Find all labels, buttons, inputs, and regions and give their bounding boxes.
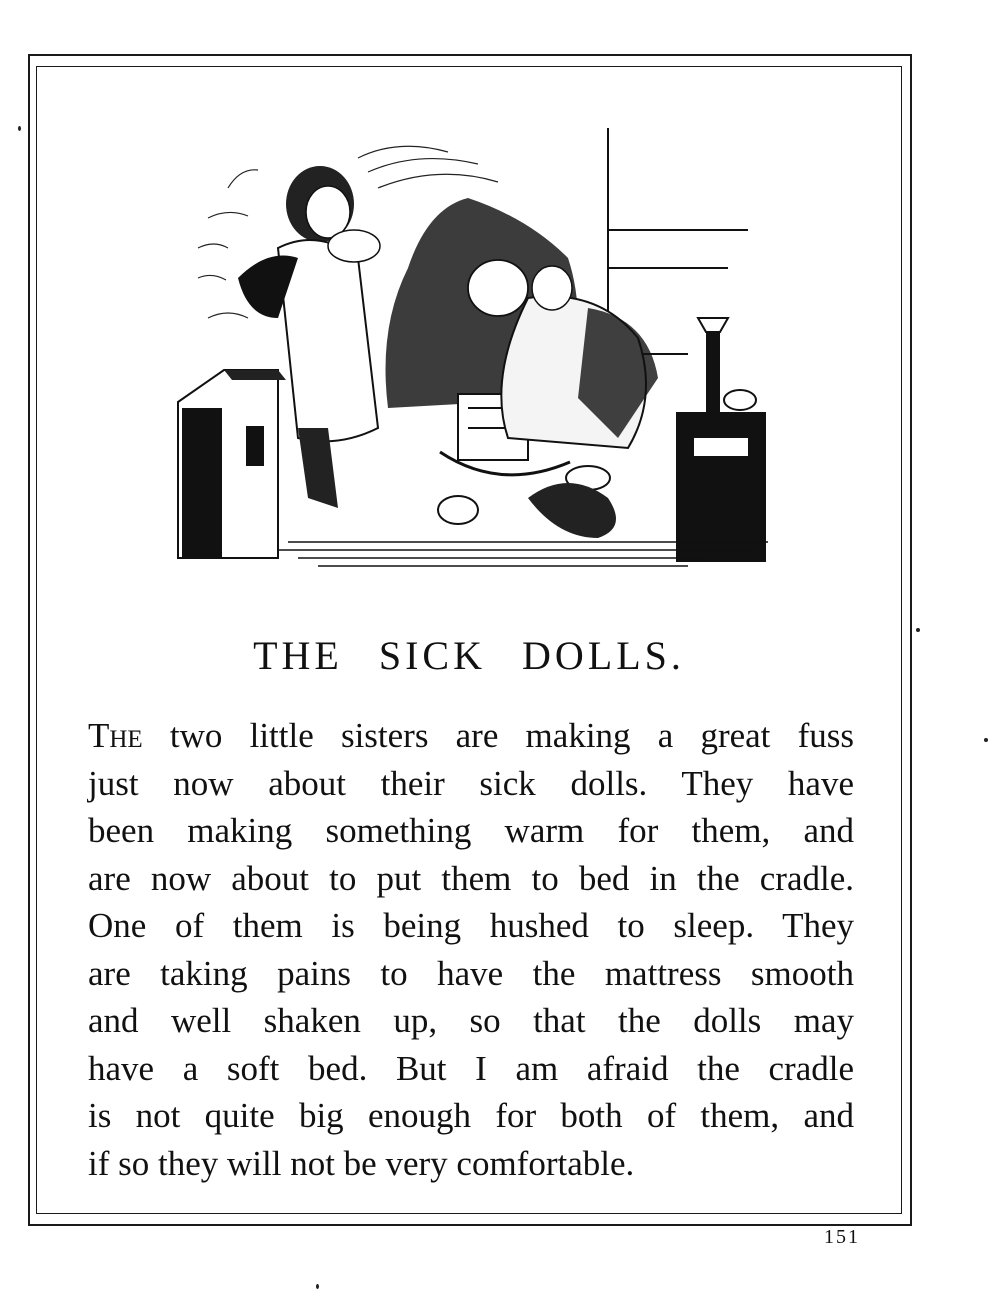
page-number: 151 (824, 1226, 860, 1248)
ink-speck (316, 1284, 319, 1289)
body-line: been making something warm for them, and (88, 811, 854, 850)
body-line: is not quite big enough for both of them, and (88, 1096, 854, 1135)
body-line (88, 712, 854, 760)
body-line: have a soft bed. But I am afraid the cradle (88, 1048, 854, 1088)
body-line: One of them is being hushed to sleep. They (88, 906, 854, 945)
ink-speck (18, 126, 21, 131)
body-line-text: two little sisters are making a great fuss (142, 716, 854, 755)
page-title: THE SICK DOLLS. (253, 633, 685, 678)
lead-word: The (88, 716, 143, 755)
ink-speck (916, 628, 920, 632)
body-line: are taking pains to have the mattress smooth (88, 953, 854, 993)
body-line: just now about their sick dolls. They have (88, 763, 854, 803)
body-paragraph (88, 712, 854, 1187)
engraving-girls-with-sick-dolls-icon (168, 118, 774, 578)
body-line: are now about to put them to bed in the cradle. (88, 858, 854, 898)
ink-speck (984, 738, 988, 742)
body-line: and well shaken up, so that the dolls may (88, 1001, 854, 1040)
body-line: if so they will not be very comfortable. (88, 1143, 635, 1183)
